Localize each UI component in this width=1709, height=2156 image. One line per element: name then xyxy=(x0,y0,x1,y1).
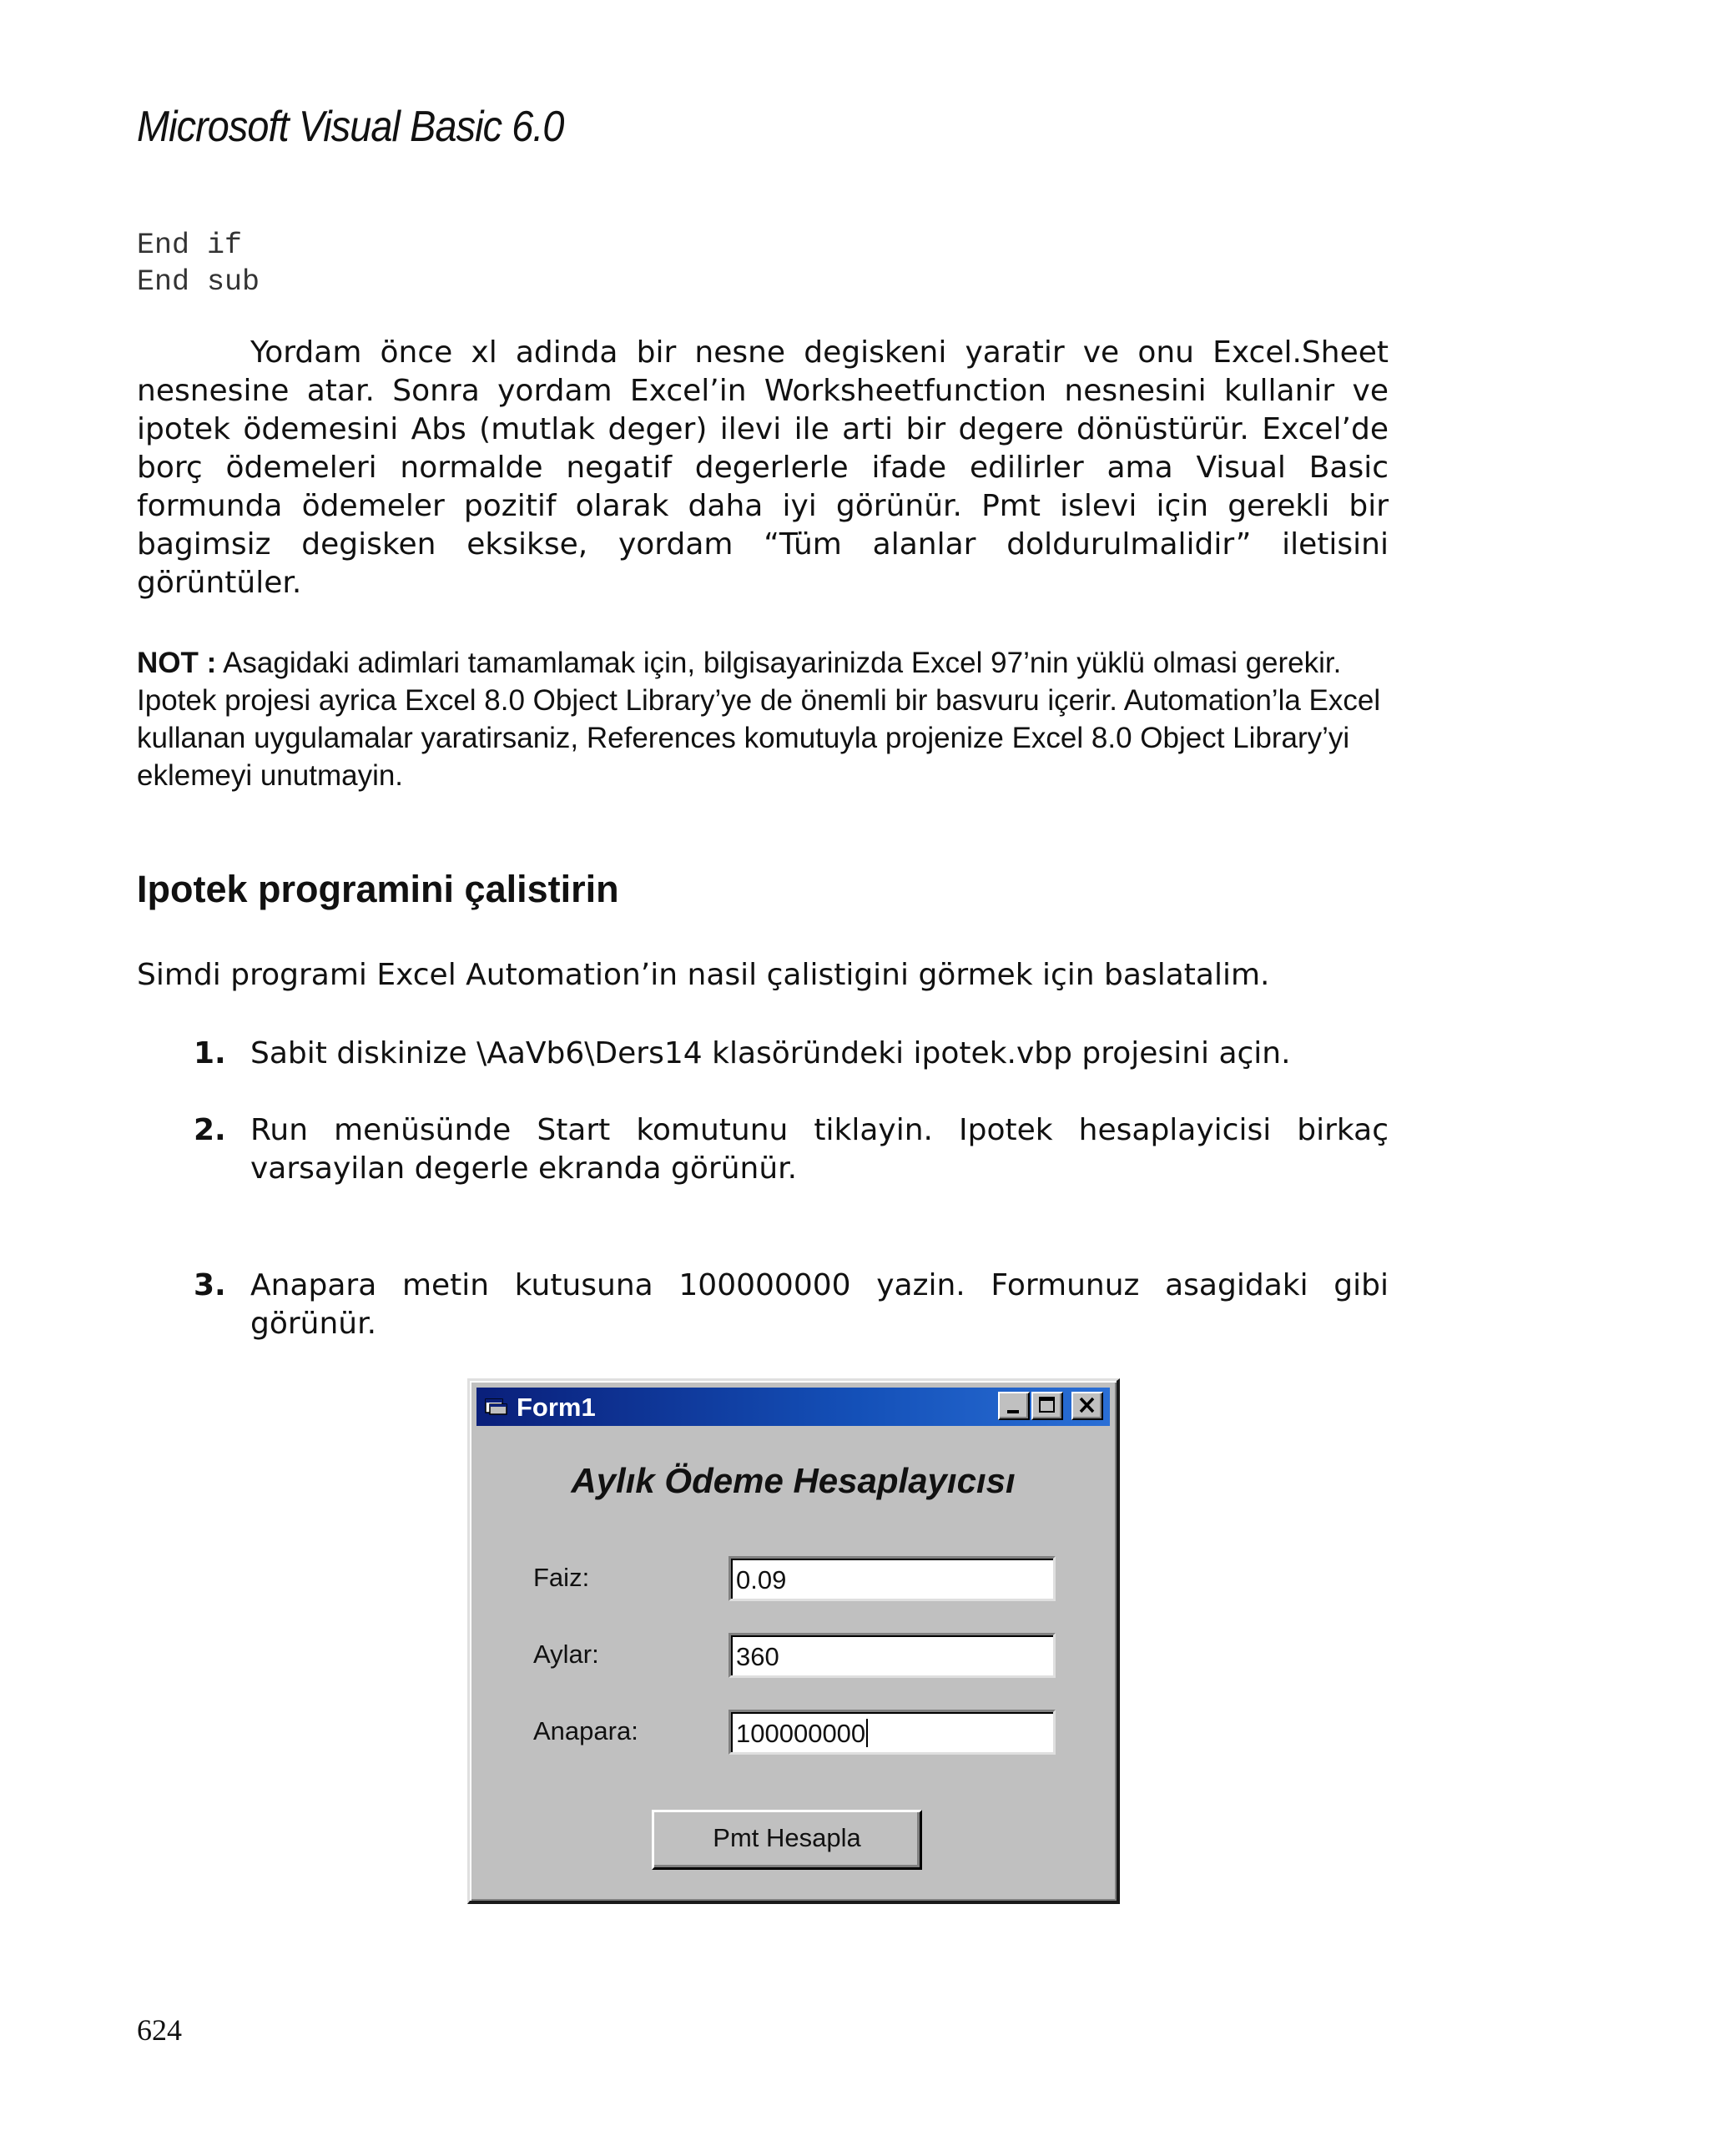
text-caret xyxy=(866,1719,868,1747)
minimize-icon xyxy=(1000,1393,1028,1418)
anapara-input-value: 100000000 xyxy=(736,1719,866,1748)
form-app-icon xyxy=(485,1396,508,1416)
step-number: 2. xyxy=(194,1113,226,1147)
pmt-hesapla-button[interactable]: Pmt Hesapla xyxy=(652,1810,922,1870)
anapara-label: Anapara: xyxy=(533,1716,638,1745)
faiz-label: Faiz: xyxy=(533,1563,590,1592)
maximize-icon xyxy=(1033,1393,1061,1418)
maximize-button[interactable] xyxy=(1031,1392,1063,1420)
aylar-input[interactable]: 360 xyxy=(728,1633,1056,1678)
page-header-title: Microsoft Visual Basic 6.0 xyxy=(137,103,564,151)
page-number: 624 xyxy=(137,2013,182,2047)
code-line: End if xyxy=(137,229,243,262)
close-button[interactable] xyxy=(1071,1392,1103,1420)
code-line: End sub xyxy=(137,265,260,299)
step-number: 3. xyxy=(194,1268,226,1302)
minimize-button[interactable] xyxy=(998,1392,1030,1420)
code-snippet xyxy=(137,227,260,300)
form-heading: Aylık Ödeme Hesaplayıcısı xyxy=(571,1461,1016,1500)
step-text: Anapara metin kutusuna 100000000 yazin. Formunuz asagidaki gibi görünür. xyxy=(250,1268,1389,1341)
window-titlebar[interactable] xyxy=(476,1388,1110,1426)
section-heading: Ipotek programini çalistirin xyxy=(137,868,619,910)
section-intro: Simdi programi Excel Automation’in nasil çalistigini görmek için baslatalim. xyxy=(137,958,1270,992)
faiz-input[interactable]: 0.09 xyxy=(728,1556,1056,1601)
close-icon xyxy=(1073,1393,1102,1418)
window-title: Form1 xyxy=(517,1393,596,1422)
note-label: NOT : xyxy=(137,647,217,679)
note-text: Asagidaki adimlari tamamlamak için, bilgisayarinizda Excel 97’nin yüklü olmasi gerekir. Ipotek projesi ayrica Excel 8.0 Object Library’ye de önemli bir basvuru içerir. Automation’la Excel kullanan uygulamalar yaratirsaniz, References komutuyla projenize Excel 8.0 Object Library’yi eklemeyi unutmayin. xyxy=(137,647,1381,792)
step-text: Sabit diskinize \AaVb6\Ders14 klasöründeki ipotek.vbp projesini açin. xyxy=(250,1036,1291,1070)
anapara-input[interactable] xyxy=(728,1710,1056,1755)
vb-form-window xyxy=(467,1378,1120,1904)
body-paragraph: Yordam önce xl adinda bir nesne degiskeni yaratir ve onu Excel.Sheet nesnesine atar. Sonra yordam Excel’in Worksheetfunction nesnesini kullanir ve ipotek ödemesini Abs (mutlak deger) ilevi ile arti bir degere dönüstürür. Excel’de borç ödemeleri normalde negatif degerlerle ifade edilirler ama Visual Basic formunda ödemeler pozitif olarak daha iyi görünür. Pmt islevi için gerekli bir bagimsiz degisken eksikse, yordam “Tüm alanlar doldurulmalidir” iletisini görüntüler. xyxy=(137,335,1389,600)
step-text: Run menüsünde Start komutunu tiklayin. Ipotek hesaplayicisi birkaç varsayilan degerle ekranda görünür. xyxy=(250,1113,1389,1186)
aylar-label: Aylar: xyxy=(533,1640,599,1669)
note-box xyxy=(137,644,1389,794)
step-number: 1. xyxy=(194,1036,226,1070)
